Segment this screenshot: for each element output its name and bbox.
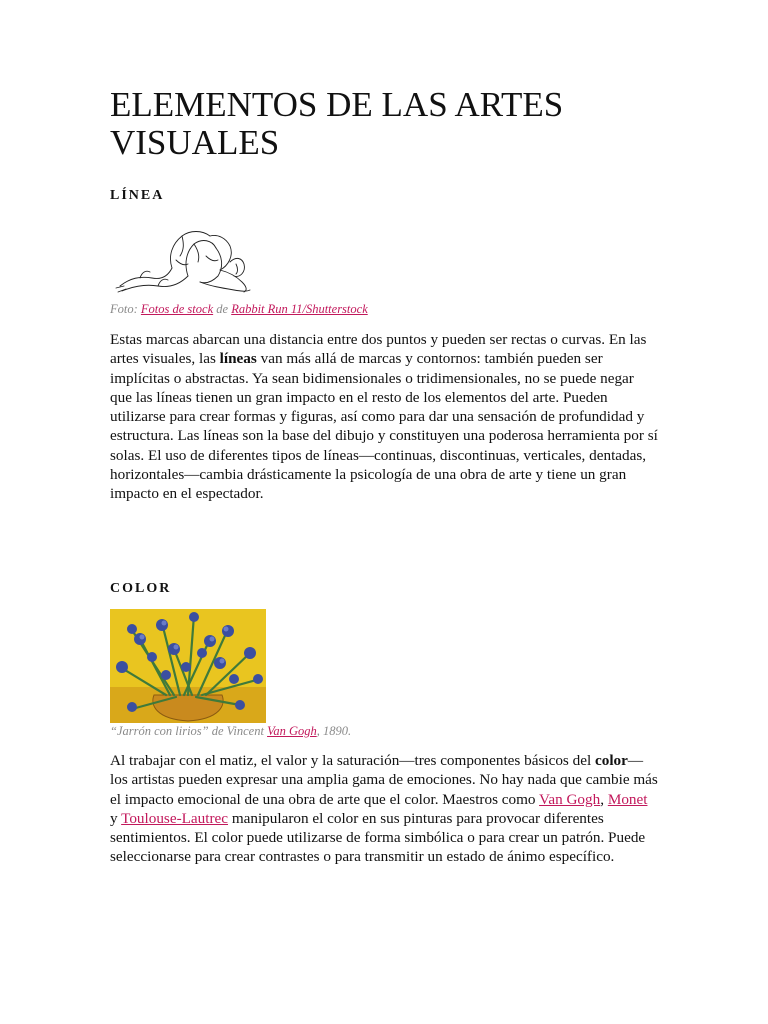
page-title: ELEMENTOS DE LAS ARTES VISUALES — [110, 85, 564, 162]
paragraph-color — [110, 751, 658, 867]
link-monet[interactable]: Monet — [607, 790, 648, 808]
paragraph-text: Al trabajar con el matiz, el valor y la saturación—tres componentes básicos del — [110, 752, 595, 769]
section-heading-color: COLOR — [110, 581, 172, 596]
photo-caption-linea — [110, 302, 368, 317]
bold-term-lineas: líneas — [219, 350, 257, 368]
paragraph-text: —los artistas pueden expresar una amplia gama de emociones. No hay nada que cambie más el impacto emocional de una obra de arte que el color. Maestros como — [110, 752, 658, 808]
section-heading-linea: LÍNEA — [110, 188, 165, 203]
paragraph-linea — [110, 330, 658, 504]
link-toulouse-lautrec[interactable]: Toulouse-Lautrec — [121, 809, 229, 827]
link-rabbit-run-shutterstock[interactable]: Rabbit Run 11/Shutterstock — [231, 302, 368, 316]
paragraph-text: van más allá de marcas y contornos: también pueden ser implícitas o abstractas. Ya sean bidimensionales o tridimensionales, no se puede negar que las líneas tienen un gran impacto en el resto de los elementos del arte. Pueden utilizarse para crear formas y figuras, así como para dar una sensación de profundidad y estructura. Las líneas son la base del dibujo y constituyen una poderosa herramienta por sí solas. El uso de diferentes tipos de líneas—continuas, discontinuas, verticales, dentadas, horizontales—cambia drásticamente la psicología de una obra de arte y tiene un gran impacto en el espectador. — [110, 350, 658, 503]
photo-caption-color — [110, 724, 351, 739]
irises-painting-image — [110, 609, 266, 723]
link-van-gogh[interactable]: Van Gogh — [539, 790, 601, 808]
paragraph-text: Estas marcas abarcan una distancia entre dos puntos y pueden ser rectas o curvas. En las artes visuales, las — [110, 331, 647, 368]
bold-term-color: color — [594, 752, 628, 769]
irises-painting-icon — [110, 609, 266, 723]
caption-middle: de — [213, 302, 232, 316]
link-fotos-de-stock[interactable]: Fotos de stock — [140, 302, 214, 316]
separator: y — [110, 809, 122, 827]
caption-suffix: , 1890. — [316, 724, 352, 738]
paragraph-text: manipularon el color en sus pinturas para provocar diferentes sentimientos. El color puede utilizarse de forma simbólica o para crear un patrón. Puede seleccionarse para crear contrastes o para transmitir un estado de ánimo específico. — [110, 809, 646, 866]
caption-prefix: Foto: — [110, 302, 141, 316]
line-drawing-figure-icon — [110, 216, 260, 298]
link-van-gogh-caption[interactable]: Van Gogh — [267, 724, 317, 738]
line-drawing-figure-image — [110, 216, 260, 298]
separator: , — [600, 790, 608, 808]
caption-prefix: “Jarrón con lirios” de Vincent — [110, 724, 268, 738]
